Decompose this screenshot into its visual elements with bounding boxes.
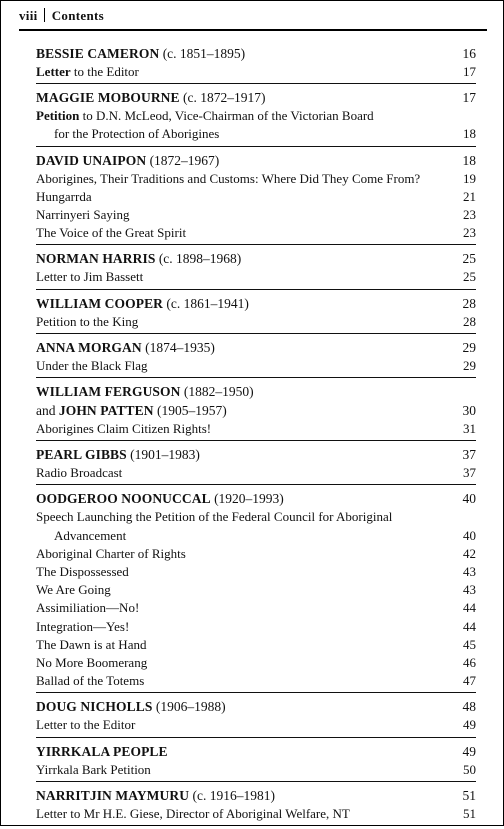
author-name: NARRITJIN MAYMURU — [36, 787, 190, 803]
page-number: 23 — [463, 207, 476, 223]
work-entry[interactable] — [36, 357, 476, 375]
work-title: Letter to the Editor — [36, 717, 136, 733]
author-line — [36, 697, 452, 716]
work-title-line — [36, 618, 452, 636]
running-head-title: Contents — [51, 8, 104, 23]
page-number: 49 — [462, 743, 476, 759]
toc-section — [36, 382, 476, 441]
page-number: 51 — [463, 805, 476, 821]
author-entry[interactable] — [36, 294, 476, 313]
author-dates: (1901–1983) — [130, 447, 200, 463]
work-title-line — [36, 224, 452, 242]
work-entry[interactable] — [36, 672, 476, 690]
work-title: Speech Launching the Petition of the Federal Council for Aboriginal — [36, 509, 393, 525]
work-lead-word: Petition — [36, 108, 80, 124]
toc-section — [36, 742, 476, 782]
author-name: WILLIAM COOPER — [36, 295, 164, 311]
work-title: to D.N. McLeod, Vice-Chairman of the Victorian Board — [79, 108, 374, 124]
work-title-line — [36, 268, 452, 286]
author-line — [36, 294, 452, 313]
toc-section — [36, 294, 476, 334]
page-number: 29 — [462, 339, 476, 355]
page-number: 40 — [463, 527, 476, 543]
work-title: for the Protection of Aborigines — [54, 126, 220, 142]
work-title-line — [54, 125, 452, 143]
work-entry[interactable] — [36, 107, 476, 125]
author-name: ANNA MORGAN — [36, 339, 142, 355]
toc-section — [36, 88, 476, 146]
page-number: 19 — [463, 170, 476, 186]
work-title-line — [36, 107, 452, 125]
work-entry[interactable] — [36, 599, 476, 617]
author-entry[interactable] — [36, 338, 476, 357]
toc-section — [36, 786, 476, 825]
author-entry[interactable] — [36, 249, 476, 268]
page-number: 47 — [463, 673, 476, 689]
author-name: MAGGIE MOBOURNE — [36, 90, 180, 106]
author-line — [36, 742, 452, 761]
author-dates: (1882–1950) — [183, 384, 254, 400]
work-title-line — [36, 716, 452, 734]
author-line — [36, 338, 452, 357]
work-entry[interactable] — [36, 188, 476, 206]
work-entry[interactable] — [36, 654, 476, 672]
work-entry[interactable] — [36, 716, 476, 734]
author-name: PEARL GIBBS — [36, 447, 127, 463]
header-rule — [19, 29, 487, 31]
work-title: Narrinyeri Saying — [36, 207, 130, 223]
page-number: 28 — [462, 295, 476, 311]
page-number: 43 — [463, 582, 476, 598]
work-entry[interactable] — [36, 618, 476, 636]
work-entry[interactable] — [36, 206, 476, 224]
work-entry[interactable] — [36, 420, 476, 438]
work-lead-word: Letter — [36, 64, 71, 79]
work-title-line — [36, 581, 452, 599]
toc-section — [36, 338, 476, 378]
running-head — [19, 8, 104, 24]
work-entry[interactable] — [36, 563, 476, 581]
author-entry[interactable] — [36, 742, 476, 761]
work-title: Aborigines Claim Citizen Rights! — [36, 421, 212, 437]
work-title: Letter to Mr H.E. Giese, Director of Aboriginal Welfare, NT — [36, 805, 350, 821]
page-number: 17 — [462, 90, 476, 106]
work-entry[interactable] — [36, 268, 476, 286]
page-number: 28 — [463, 313, 476, 329]
work-title: We Are Going — [36, 582, 111, 598]
author-dates: (1905–1957) — [156, 403, 227, 419]
work-title: Under the Black Flag — [36, 357, 148, 373]
author-line — [36, 489, 452, 508]
author-dates: (1920–1993) — [214, 491, 284, 507]
author-entry[interactable] — [36, 151, 476, 170]
work-title: Letter to Jim Bassett — [36, 269, 144, 285]
page-number: 16 — [462, 46, 476, 61]
work-title-line — [36, 805, 452, 823]
author-entry[interactable] — [36, 445, 476, 464]
work-title-line — [36, 599, 452, 617]
author-line — [36, 88, 452, 107]
author-dates: (1872–1967) — [149, 152, 220, 168]
work-title-line — [36, 636, 452, 654]
author-dates: (1906–1988) — [155, 699, 226, 715]
author-entry[interactable] — [36, 401, 476, 420]
work-entry[interactable] — [36, 805, 476, 823]
author-line — [36, 249, 452, 268]
toc-section — [36, 151, 476, 246]
work-entry[interactable] — [36, 636, 476, 654]
work-entry[interactable] — [36, 761, 476, 779]
work-title: Yirrkala Bark Petition — [36, 761, 151, 777]
work-title: Assimiliation—No! — [36, 600, 140, 616]
page-number: 25 — [462, 251, 476, 267]
page-number: 46 — [463, 655, 476, 671]
page-number: 23 — [463, 225, 476, 241]
author-entry[interactable] — [36, 697, 476, 716]
work-title: The Dispossessed — [36, 564, 129, 580]
page-number: 49 — [463, 717, 476, 733]
work-entry[interactable] — [36, 224, 476, 242]
page-number: 51 — [462, 787, 476, 803]
work-title: Ballad of the Totems — [36, 673, 145, 689]
author-entry[interactable] — [36, 88, 476, 107]
work-entry[interactable] — [36, 125, 476, 143]
work-title-line — [36, 563, 452, 581]
work-title-line — [36, 508, 452, 526]
page-number: 44 — [463, 618, 476, 634]
page-number: 37 — [462, 447, 476, 463]
page-number: 17 — [463, 64, 476, 79]
author-entry[interactable] — [36, 382, 476, 401]
work-title: Hungarrda — [36, 188, 92, 204]
work-title-line — [36, 420, 452, 438]
author-conjunction: and — [36, 403, 59, 419]
author-line — [36, 401, 452, 420]
author-name: OODGEROO NOONUCCAL — [36, 491, 211, 507]
toc-section — [36, 445, 476, 485]
author-entry[interactable] — [36, 44, 476, 63]
author-dates: (c. 1851–1895) — [162, 46, 246, 61]
page-number: 30 — [462, 403, 476, 419]
author-name: NORMAN HARRIS — [36, 251, 156, 267]
work-title-line — [36, 672, 452, 690]
author-entry[interactable] — [36, 489, 476, 508]
work-entry[interactable] — [36, 63, 476, 81]
author-name: YIRRKALA PEOPLE — [36, 743, 168, 759]
work-title: Radio Broadcast — [36, 465, 123, 481]
author-name: WILLIAM FERGUSON — [36, 384, 181, 400]
author-line — [36, 382, 452, 401]
work-title-line — [36, 206, 452, 224]
work-title: The Dawn is at Hand — [36, 636, 147, 652]
author-dates: (c. 1898–1968) — [158, 251, 242, 267]
author-line — [36, 786, 452, 805]
author-dates: (c. 1872–1917) — [183, 90, 266, 106]
work-entry[interactable] — [36, 170, 476, 188]
author-line — [36, 44, 452, 63]
work-entry[interactable] — [36, 545, 476, 563]
work-entry[interactable] — [36, 508, 476, 526]
page-number: 21 — [463, 188, 476, 204]
work-title: Petition to the King — [36, 313, 139, 329]
contents-list — [36, 44, 476, 829]
head-separator — [44, 8, 45, 22]
author-line — [36, 445, 452, 464]
page-number: 18 — [463, 126, 476, 142]
work-title: Aborigines, Their Traditions and Customs: Where Did They Come From? — [36, 170, 421, 186]
toc-section — [36, 249, 476, 289]
page-number: 45 — [463, 636, 476, 652]
toc-section — [36, 697, 476, 737]
page-number: 43 — [463, 564, 476, 580]
author-name: BESSIE CAMERON — [36, 46, 160, 61]
page-number: 44 — [463, 600, 476, 616]
toc-section — [36, 489, 476, 693]
work-title-line — [36, 464, 452, 482]
author-line — [36, 151, 452, 170]
page-number: 18 — [462, 152, 476, 168]
page-number: 29 — [463, 357, 476, 373]
work-title: No More Boomerang — [36, 655, 148, 671]
work-title: Integration—Yes! — [36, 618, 130, 634]
author-dates: (1874–1935) — [145, 339, 215, 355]
work-entry[interactable] — [36, 581, 476, 599]
work-title-line — [36, 313, 452, 331]
work-title: Advancement — [54, 527, 127, 543]
work-title-line — [36, 63, 452, 81]
toc-section — [36, 44, 476, 84]
author-name: DOUG NICHOLLS — [36, 699, 153, 715]
work-entry[interactable] — [36, 313, 476, 331]
author-name: JOHN PATTEN — [58, 403, 154, 419]
page-number: 50 — [463, 761, 476, 777]
page-number: 37 — [463, 465, 476, 481]
page-number: 25 — [463, 269, 476, 285]
work-title-line — [54, 527, 452, 545]
author-dates: (c. 1916–1981) — [192, 787, 275, 803]
author-name: DAVID UNAIPON — [36, 152, 147, 168]
page-number: 42 — [463, 545, 476, 561]
work-title-line — [36, 357, 452, 375]
work-title: Aboriginal Charter of Rights — [36, 545, 186, 561]
page-numeral: viii — [19, 8, 38, 23]
work-entry[interactable] — [36, 527, 476, 545]
author-entry[interactable] — [36, 786, 476, 805]
page-number: 31 — [463, 421, 476, 437]
work-title-line — [36, 188, 452, 206]
page-number: 40 — [462, 491, 476, 507]
work-entry[interactable] — [36, 464, 476, 482]
work-title: The Voice of the Great Spirit — [36, 225, 187, 241]
work-title-line — [36, 545, 452, 563]
work-title: to the Editor — [70, 64, 139, 79]
author-dates: (c. 1861–1941) — [166, 295, 249, 311]
work-title-line — [36, 170, 452, 188]
work-title-line — [36, 761, 452, 779]
page-number: 48 — [462, 699, 476, 715]
work-title-line — [36, 654, 452, 672]
